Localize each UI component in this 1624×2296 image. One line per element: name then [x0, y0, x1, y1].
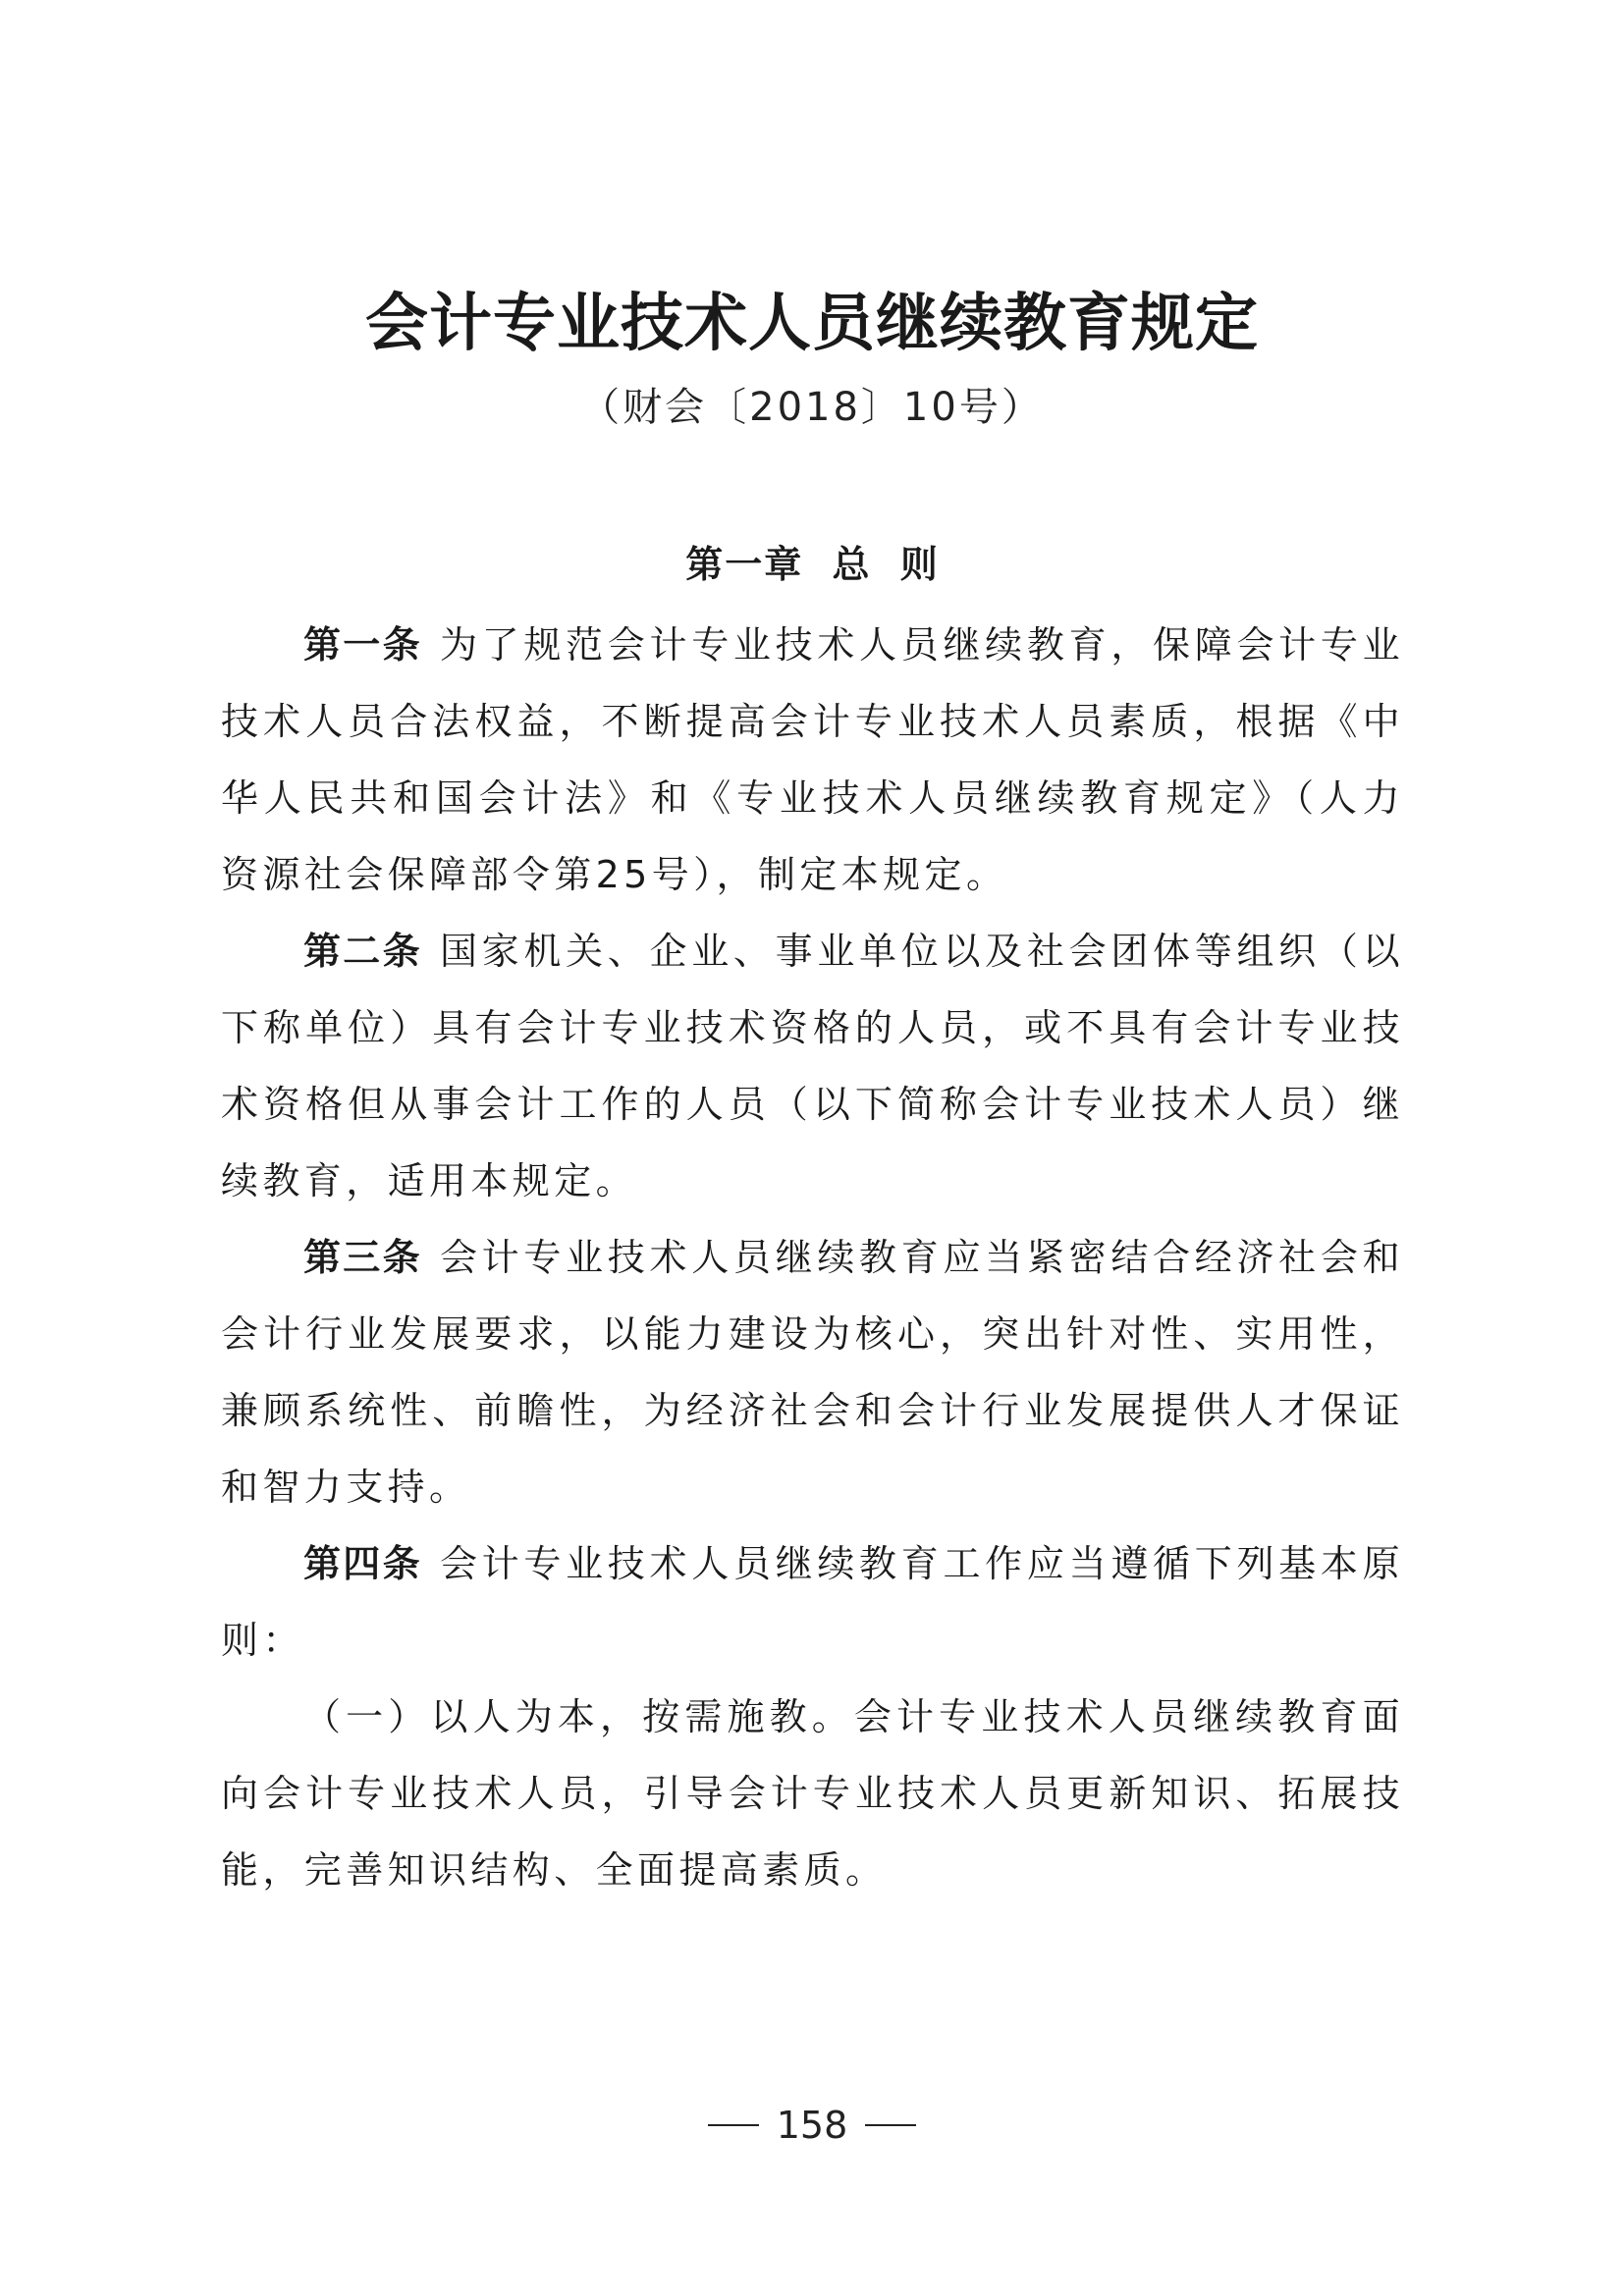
chapter-heading: 第一章 总 则 — [685, 543, 940, 586]
page-footer — [0, 2096, 1624, 2155]
article-text: 国家机关、企业、事业单位以及社会团体等组织（以下称单位）具有会计专业技术资格的人员，或不具有会计专业技术资格但从事会计工作的人员（以下简称会计专业技术人员）继续教育，适用本规定。 — [221, 930, 1404, 1202]
article-label: 第一条 — [303, 623, 422, 667]
article-text: 为了规范会计专业技术人员继续教育，保障会计专业技术人员合法权益，不断提高会计专业技术人员素质，根据《中华人民共和国会计法》和《专业技术人员继续教育规定》（人力资源社会保障部令第25号），制定本规定。 — [221, 623, 1404, 896]
article-label: 第三条 — [303, 1236, 422, 1279]
document-title: 会计专业技术人员继续教育规定 — [365, 287, 1259, 360]
article-label: 第二条 — [303, 930, 422, 973]
document-number: （财会〔2018〕10号） — [580, 385, 1044, 430]
article-4 — [221, 1525, 1404, 1679]
article-text: 会计专业技术人员继续教育工作应当遵循下列基本原则： — [221, 1542, 1404, 1662]
article-2 — [221, 913, 1404, 1219]
footer-dash-left — [708, 2124, 759, 2126]
item-text: （一）以人为本，按需施教。会计专业技术人员继续教育面向会计专业技术人员，引导会计专业技术人员更新知识、拓展技能，完善知识结构、全面提高素质。 — [221, 1695, 1404, 1892]
article-label: 第四条 — [303, 1542, 422, 1585]
page-number: 158 — [776, 2104, 848, 2147]
article-4-item-1 — [221, 1679, 1404, 1908]
document-body — [221, 530, 1404, 1908]
article-text: 会计专业技术人员继续教育应当紧密结合经济社会和会计行业发展要求，以能力建设为核心，突出针对性、实用性，兼顾系统性、前瞻性，为经济社会和会计行业发展提供人才保证和智力支持。 — [221, 1236, 1404, 1509]
footer-dash-right — [865, 2124, 916, 2126]
article-3 — [221, 1219, 1404, 1525]
article-1 — [221, 607, 1404, 913]
